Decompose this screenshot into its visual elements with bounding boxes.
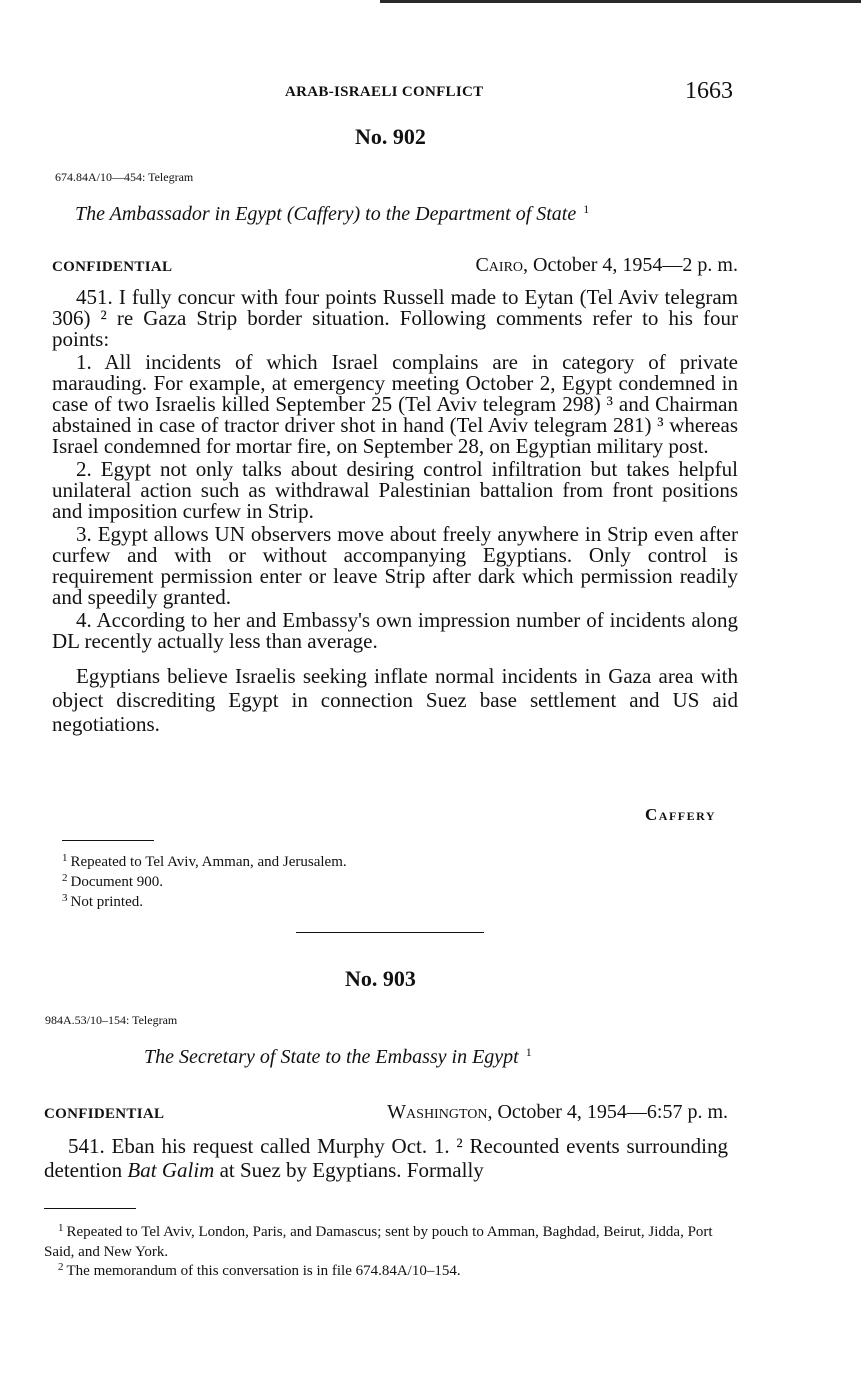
body-paragraph: 4. According to her and Embassy's own impression number of incidents along DL recently actually less than average. xyxy=(52,608,738,653)
footnote: $^1$ Repeated to Tel Aviv, London, Paris, and Damascus; sent by pouch to Amman, Baghdad, Beirut, Jidda, Port Said, and New York. xyxy=(44,1222,713,1260)
classification-label: CONFIDENTIAL xyxy=(52,259,173,275)
document-heading-902 xyxy=(75,203,589,226)
top-edge-rule xyxy=(380,0,861,3)
footnotes-903 xyxy=(44,1223,728,1282)
page-number: 1663 xyxy=(685,78,733,104)
footnote: $^2$ Document 900. xyxy=(62,872,163,890)
dateline xyxy=(387,1101,728,1124)
running-head: ARAB-ISRAELI CONFLICT xyxy=(285,84,484,100)
footnote-rule xyxy=(44,1208,136,1209)
section-separator xyxy=(296,932,484,933)
footnote: $^2$ The memorandum of this conversation is in file 674.84A/10–154. xyxy=(58,1261,461,1279)
ship-name: Bat Galim xyxy=(127,1158,215,1182)
classification-line-903 xyxy=(44,1101,728,1124)
heading-footnote-ref: 1 xyxy=(525,1045,532,1059)
body-paragraph: 541. Eban his request called Murphy Oct. 1. ² Recounted events surrounding detention Bat Galim at Suez by Egyptians. Formally xyxy=(44,1134,728,1182)
classification-line-902 xyxy=(52,254,738,277)
body-paragraph: 3. Egypt allows UN observers move about freely anywhere in Strip even after curfew and with or without accompanying Egyptians. Only control is requirement permission enter or leave Strip after dark which permission readily and speedily granted. xyxy=(52,522,738,609)
heading-text: The Secretary of State to the Embassy in Egypt xyxy=(144,1046,519,1068)
footnote-rule xyxy=(62,840,154,841)
body-paragraph: 1. All incidents of which Israel complains are in category of private marauding. For example, at emergency meeting October 2, Egypt condemned in case of two Israelis killed September 25 (Tel Aviv telegram 298) ³ and Chairman abstained in case of tractor driver shot in hand (Tel Aviv telegram 281) ³ whereas Israel condemned for mortar fire, on September 28, on Egyptian military post. xyxy=(52,350,738,458)
file-reference-903: 984A.53/10–154: Telegram xyxy=(45,1013,178,1027)
heading-text: The Ambassador in Egypt (Caffery) to the Department of State xyxy=(75,203,577,225)
dateline xyxy=(475,254,738,277)
heading-footnote-ref: 1 xyxy=(583,202,590,216)
document-number-903: No. 903 xyxy=(345,966,416,991)
classification-label: CONFIDENTIAL xyxy=(44,1106,165,1122)
file-reference-902: 674.84A/10—454: Telegram xyxy=(55,170,194,184)
document-heading-903 xyxy=(144,1046,532,1069)
dateline-place: Cairo, xyxy=(475,254,529,276)
body-paragraph: 2. Egypt not only talks about desiring control infiltration but takes helpful unilateral action such as withdrawal Palestinian battalion from front positions and imposition curfew in Strip. xyxy=(52,457,738,523)
dateline-date: October 4, 1954—2 p. m. xyxy=(528,254,738,276)
dateline-date: October 4, 1954—6:57 p. m. xyxy=(492,1101,728,1123)
document-number-902: No. 902 xyxy=(355,124,426,149)
footnotes-902 xyxy=(62,853,722,913)
footnote: $^3$ Not printed. xyxy=(62,892,143,910)
dateline-place: Washington, xyxy=(387,1101,493,1123)
signature: Caffery xyxy=(645,805,717,824)
document-body-903 xyxy=(44,1134,728,1182)
document-body-902 xyxy=(52,287,738,736)
body-paragraph: Egyptians believe Israelis seeking inflate normal incidents in Gaza area with object discrediting Egypt in connection Suez base settlement and US aid negotiations. xyxy=(52,664,738,736)
body-paragraph: 451. I fully concur with four points Russell made to Eytan (Tel Aviv telegram 306) ² re Gaza Strip border situation. Following comments refer to his four points: xyxy=(52,285,738,351)
footnote: $^1$ Repeated to Tel Aviv, Amman, and Jerusalem. xyxy=(62,852,347,870)
